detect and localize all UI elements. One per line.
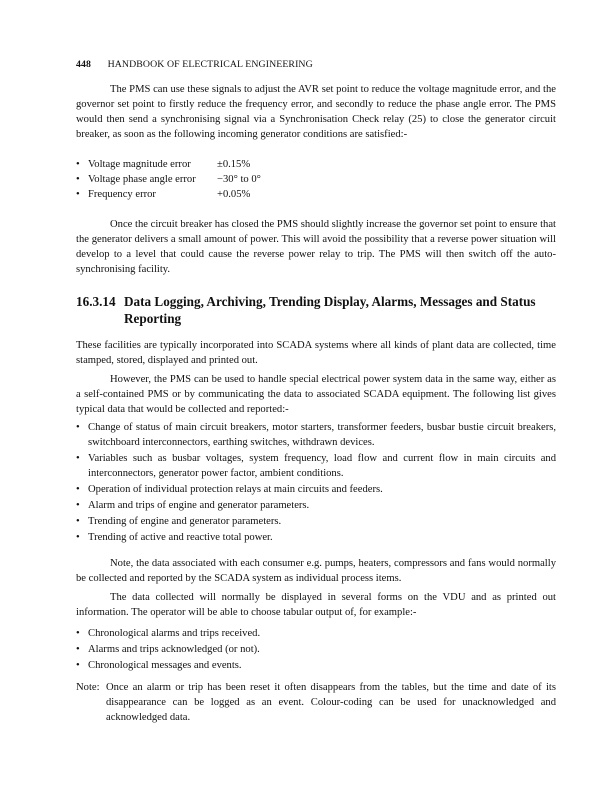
section-title-line2: Reporting xyxy=(124,311,182,326)
condition-value: −30° to 0° xyxy=(217,174,261,185)
bullet-icon: • xyxy=(76,660,80,671)
data-list xyxy=(76,420,556,546)
bullet-icon: • xyxy=(76,532,80,543)
condition-row xyxy=(76,157,376,172)
bullet-icon: • xyxy=(76,484,80,495)
bullet-icon: • xyxy=(76,174,80,185)
bullet-icon: • xyxy=(76,500,80,511)
list-item-text: Trending of engine and generator parameters. xyxy=(88,516,282,527)
condition-value: +0.05% xyxy=(217,189,251,200)
paragraph-pms-data: However, the PMS can be used to handle special electrical power system data in the same way, either as a self-contained PMS or by communicating the data to associated SCADA equipment. The following list gives typical data that would be collected and reported:- xyxy=(76,374,556,415)
bullet-icon: • xyxy=(76,628,80,639)
condition-label: Voltage phase angle error xyxy=(88,174,196,185)
running-title: HANDBOOK OF ELECTRICAL ENGINEERING xyxy=(107,59,313,70)
paragraph-vdu-display: The data collected will normally be displayed in several forms on the VDU and as printed out information. The operator will be able to choose tabular output of, for example:- xyxy=(76,592,556,618)
paragraph-breaker-closed: Once the circuit breaker has closed the PMS should slightly increase the governor set point to ensure that the generator delivers a small amount of power. This will avoid the possibility that a reverse power situation will develop to a level that could cause the reverse power relay to trip. The PMS will then switch off the auto-synchronising facility. xyxy=(76,219,556,275)
note-text: Once an alarm or trip has been reset it often disappears from the tables, but the time and date of its disappearance can be logged as an event. Colour-coding can be used for unacknowledged and acknowledged data. xyxy=(106,682,556,723)
bullet-icon: • xyxy=(76,159,80,170)
condition-row xyxy=(76,172,376,187)
section-number: 16.3.14 xyxy=(76,294,116,309)
note-label: Note: xyxy=(76,682,100,693)
condition-row xyxy=(76,187,376,202)
list-item xyxy=(76,498,556,513)
output-list xyxy=(76,626,556,674)
list-item-text: Alarms and trips acknowledged (or not). xyxy=(88,644,260,655)
bullet-icon: • xyxy=(76,422,80,433)
paragraph-sync-signals: The PMS can use these signals to adjust the AVR set point to reduce the voltage magnitude error, and the governor set point to firstly reduce the frequency error, and secondly to reduce the phase angle error. The PMS would then send a synchronising signal via a Synchronisation Check relay (25) to close the generator circuit breaker, as soon as the following incoming generator conditions are satisfied:- xyxy=(76,84,556,140)
list-item xyxy=(76,530,556,545)
list-item-text: Chronological messages and events. xyxy=(88,660,242,671)
list-item-text: Trending of active and reactive total power. xyxy=(88,532,273,543)
list-item-text: Change of status of main circuit breakers, motor starters, transformer feeders, busbar bustie circuit breakers, switchboard interconnectors, earthing switches, withdrawn devices. xyxy=(88,422,556,448)
paragraph-consumer-data: Note, the data associated with each consumer e.g. pumps, heaters, compressors and fans would normally be collected and reported by the SCADA system as individual process items. xyxy=(76,558,556,584)
section-heading xyxy=(76,293,556,327)
list-item xyxy=(76,626,556,641)
bullet-icon: • xyxy=(76,516,80,527)
condition-value: ±0.15% xyxy=(217,159,251,170)
list-item xyxy=(76,451,556,481)
list-item-text: Variables such as busbar voltages, system frequency, load flow and current flow in main circuits and interconnectors, generator power factor, ambient conditions. xyxy=(88,453,556,479)
bullet-icon: • xyxy=(76,644,80,655)
list-item xyxy=(76,420,556,450)
bullet-icon: • xyxy=(76,189,80,200)
list-item xyxy=(76,642,556,657)
list-item-text: Operation of individual protection relays at main circuits and feeders. xyxy=(88,484,383,495)
list-item-text: Chronological alarms and trips received. xyxy=(88,628,261,639)
list-item xyxy=(76,658,556,673)
condition-label: Voltage magnitude error xyxy=(88,159,191,170)
sync-conditions-list xyxy=(76,157,376,202)
page-number: 448 xyxy=(76,59,91,70)
list-item xyxy=(76,482,556,497)
section-title-line1: Data Logging, Archiving, Trending Display, Alarms, Messages and Status xyxy=(124,294,536,309)
note-block xyxy=(76,680,556,725)
condition-label: Frequency error xyxy=(88,189,156,200)
list-item xyxy=(76,514,556,529)
list-item-text: Alarm and trips of engine and generator parameters. xyxy=(88,500,310,511)
bullet-icon: • xyxy=(76,453,80,464)
page-header xyxy=(76,57,546,72)
paragraph-scada-facilities: These facilities are typically incorporated into SCADA systems where all kinds of plant data are collected, time stamped, stored, displayed and printed out. xyxy=(76,340,556,366)
